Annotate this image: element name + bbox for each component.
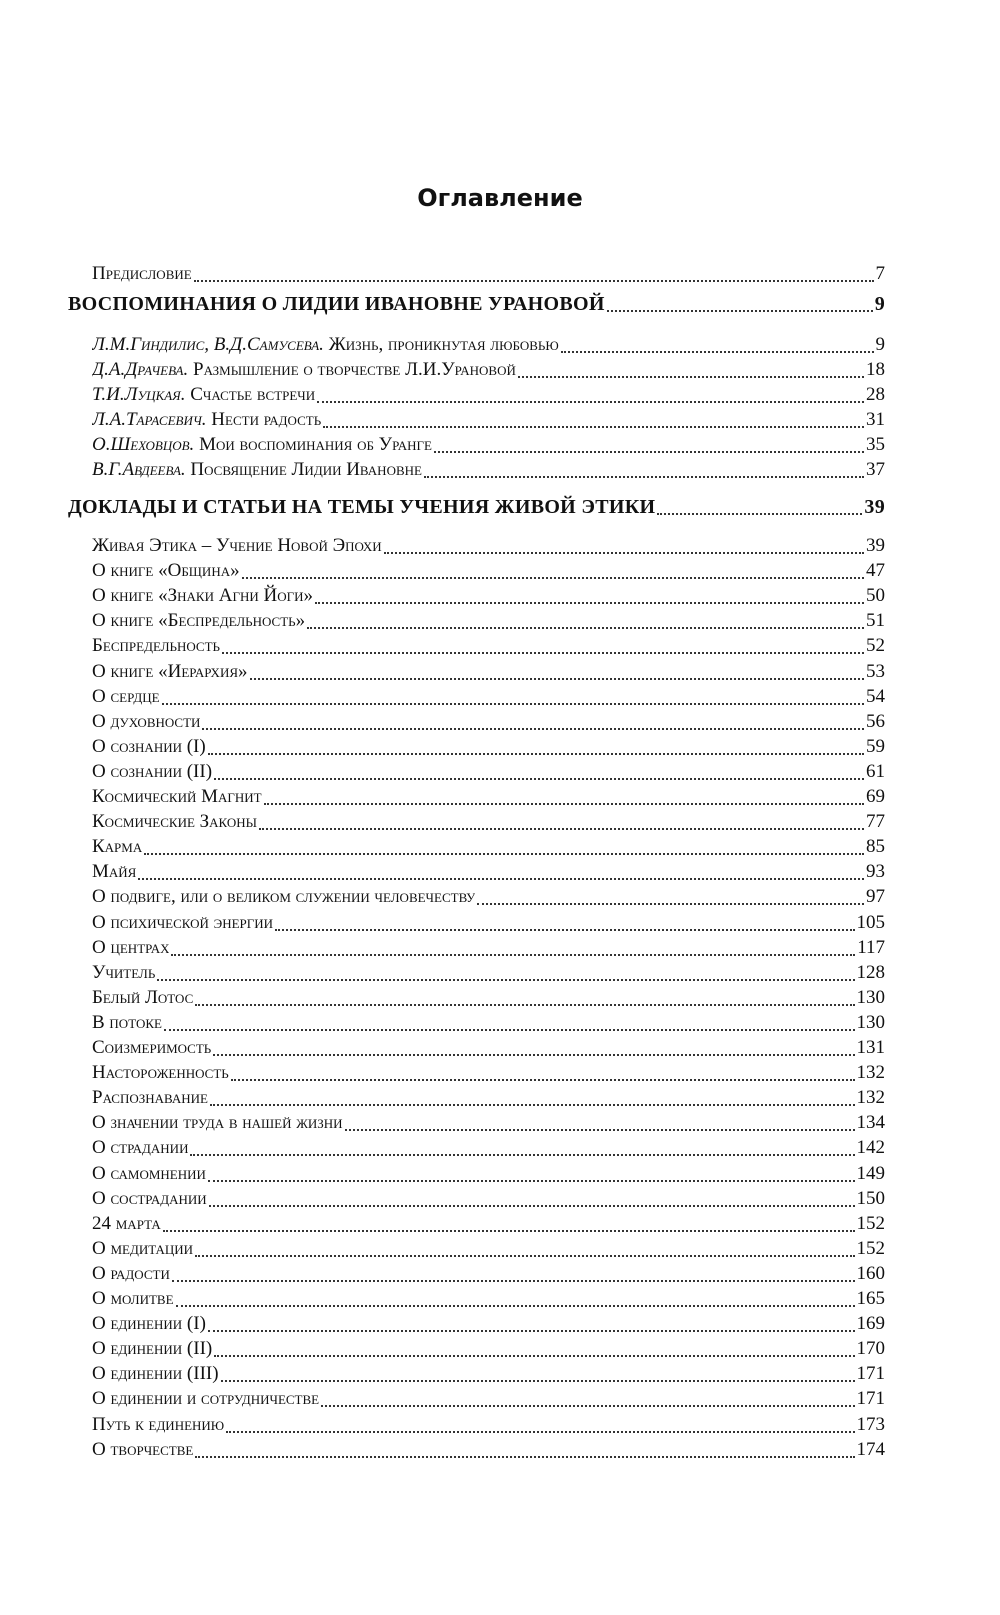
toc-entry-title: Мои воспоминания об Уранге: [194, 434, 432, 455]
toc-entry-page: 39: [866, 535, 885, 556]
dot-leader: [250, 662, 865, 680]
toc-entry-title: Карма: [92, 836, 143, 857]
dot-leader: [259, 812, 864, 830]
toc-entry-title: О творчестве: [92, 1439, 194, 1460]
toc-entry: [92, 1011, 885, 1035]
toc-entry-title: О значении труда в нашей жизни: [92, 1112, 343, 1133]
toc-entry-title: Размышление о творчестве Л.И.Урановой: [188, 359, 516, 380]
toc-entry-author: О.Шеховцов.: [92, 434, 195, 455]
dot-leader: [144, 837, 864, 855]
toc-entry: [92, 785, 885, 809]
section-page: 9: [874, 293, 885, 315]
toc-entry-title: Учитель: [92, 962, 156, 983]
dot-leader: [477, 887, 864, 905]
toc-entry-page: 130: [856, 987, 885, 1008]
toc-entry-title: О радости: [92, 1263, 170, 1284]
toc-entry-title: О духовности: [92, 711, 201, 732]
page-title: Оглавление: [417, 184, 583, 212]
toc-entry-page: 37: [866, 459, 885, 480]
dot-leader: [190, 1138, 854, 1156]
dot-leader: [222, 636, 864, 654]
toc-entry: [92, 1337, 885, 1361]
toc-entry-author: Т.И.Луцкая.: [92, 384, 186, 405]
toc-entry: [92, 1136, 885, 1160]
toc-entry-title: О книге «Община»: [92, 560, 240, 581]
toc-entry-page: 97: [866, 886, 885, 907]
dot-leader: [163, 1214, 855, 1232]
toc-entry-title: Беспредельность: [92, 635, 221, 656]
toc-entry: [92, 1362, 885, 1386]
toc-entry: [92, 1438, 885, 1462]
toc-entry-page: 117: [857, 937, 885, 958]
dot-leader: [210, 1088, 854, 1106]
toc-entry: [92, 584, 885, 608]
dot-leader: [518, 360, 864, 378]
toc-entry: [92, 1187, 885, 1211]
toc-entry-title: О центрах: [92, 937, 170, 958]
toc-entry-title: Жизнь, проникнутая любовью: [323, 334, 559, 355]
dot-leader: [162, 687, 864, 705]
toc-entry: [92, 1262, 885, 1286]
toc-entry-title: О сострадании: [92, 1188, 207, 1209]
toc-entry-title: О единении (II): [92, 1338, 213, 1359]
toc-entry-title: Соизмеримость: [92, 1037, 212, 1058]
dot-leader: [321, 1389, 854, 1407]
toc-entry: [92, 1061, 885, 1085]
toc-entry-title: О сознании (II): [92, 761, 213, 782]
toc-entry-text: [92, 333, 559, 357]
toc-entry-page: 170: [856, 1338, 885, 1359]
dot-leader: [195, 988, 854, 1006]
toc-entry-page: 171: [856, 1363, 885, 1384]
toc-entry-page: 28: [866, 384, 885, 405]
toc-entry: [92, 433, 885, 457]
dot-leader: [424, 460, 864, 478]
toc-section-memories: [68, 292, 885, 316]
toc-entry: [92, 835, 885, 859]
section-title: ДОКЛАДЫ И СТАТЬИ НА ТЕМЫ УЧЕНИЯ ЖИВОЙ ЭТИКИ: [68, 496, 656, 518]
dot-leader: [264, 787, 864, 805]
toc-entry-page: 59: [866, 736, 885, 757]
toc-entry-page: 169: [856, 1313, 885, 1334]
dot-leader: [607, 294, 873, 312]
toc-entry-text: [92, 358, 516, 382]
toc-entry-title: О книге «Иерархия»: [92, 661, 248, 682]
toc-entry-title: Счастье встречи: [185, 384, 316, 405]
toc-entry-page: 35: [866, 434, 885, 455]
dot-leader: [307, 611, 864, 629]
dot-leader: [194, 264, 874, 282]
toc-entry-page: 165: [856, 1288, 885, 1309]
toc-entry-page: 85: [866, 836, 885, 857]
toc-entry-page: 149: [856, 1163, 885, 1184]
toc-entry-author: Л.А.Тарасевич.: [92, 409, 207, 430]
toc-entry-title: О книге «Знаки Агни Йоги»: [92, 585, 314, 606]
toc-entry: [92, 609, 885, 633]
dot-leader: [317, 385, 864, 403]
toc-entry: [92, 685, 885, 709]
dot-leader: [202, 712, 864, 730]
toc-entry-page: 174: [856, 1439, 885, 1460]
toc-entry-title: Распознавание: [92, 1087, 209, 1108]
dot-leader: [208, 1164, 855, 1182]
toc-entry-title: О медитации: [92, 1238, 194, 1259]
toc-entry: [92, 961, 885, 985]
toc-entry: [92, 860, 885, 884]
toc-entry-page: 50: [866, 585, 885, 606]
toc-entry-title: Белый Лотос: [92, 987, 194, 1008]
toc-entry-page: 152: [856, 1213, 885, 1234]
toc-entry: [92, 760, 885, 784]
toc-entry-title: Космический Магнит: [92, 786, 262, 807]
toc-entry-title: В потоке: [92, 1012, 162, 1033]
toc-entry-title: Майя: [92, 861, 137, 882]
toc-entry: [92, 358, 885, 382]
dot-leader: [138, 862, 864, 880]
toc-entry-page: 128: [856, 962, 885, 983]
dot-leader: [561, 335, 874, 353]
toc-entry: [92, 1387, 885, 1411]
toc-entry-page: 52: [866, 635, 885, 656]
toc-entry: [92, 1212, 885, 1236]
toc-entry: [92, 810, 885, 834]
dot-leader: [176, 1289, 855, 1307]
toc-entry-title: Нести радость: [206, 409, 322, 430]
dot-leader: [434, 435, 864, 453]
dot-leader: [208, 1314, 855, 1332]
toc-entry: [92, 1312, 885, 1336]
toc-entry-page: 47: [866, 560, 885, 581]
toc-entry-page: 18: [866, 359, 885, 380]
dot-leader: [345, 1113, 855, 1131]
dot-leader: [172, 1264, 855, 1282]
toc-entry-page: 142: [856, 1137, 885, 1158]
dot-leader: [164, 1013, 855, 1031]
dot-leader: [315, 586, 864, 604]
section-title: ВОСПОМИНАНИЯ О ЛИДИИ ИВАНОВНЕ УРАНОВОЙ: [68, 293, 605, 315]
toc-entry-page: 132: [856, 1087, 885, 1108]
dot-leader: [231, 1063, 855, 1081]
dot-leader: [221, 1364, 855, 1382]
toc-entry-author: Д.А.Драчева.: [92, 359, 189, 380]
dot-leader: [214, 762, 864, 780]
toc-entry-author: В.Г.Авдеева.: [92, 459, 186, 480]
toc-entry-title: О единении и сотрудничестве: [92, 1388, 320, 1409]
toc-entry: [92, 408, 885, 432]
dot-leader: [209, 1189, 855, 1207]
section-page: 39: [864, 496, 885, 518]
dot-leader: [157, 963, 854, 981]
toc-entry-title: Настороженность: [92, 1062, 229, 1083]
toc-entry-title: О единении (III): [92, 1363, 219, 1384]
dot-leader: [384, 536, 864, 554]
toc-entry-page: 9: [875, 334, 885, 355]
toc-entry: [92, 1287, 885, 1311]
toc-entry: [92, 660, 885, 684]
toc-entry-title: 24 марта: [92, 1213, 161, 1234]
toc-entry-page: 130: [856, 1012, 885, 1033]
toc-entry-text: [92, 458, 422, 482]
toc-entry-text: [92, 433, 432, 457]
toc-entry: [92, 458, 885, 482]
toc-entry-page: 69: [866, 786, 885, 807]
toc-entry-page: 31: [866, 409, 885, 430]
toc-entry-page: 105: [856, 912, 885, 933]
dot-leader: [275, 913, 854, 931]
toc-entry-page: 134: [856, 1112, 885, 1133]
toc-entry: [92, 1111, 885, 1135]
toc-entry-page: 93: [866, 861, 885, 882]
dot-leader: [171, 938, 855, 956]
dot-leader: [208, 737, 864, 755]
toc-entry: [92, 885, 885, 909]
toc-entry-title: О самомнении: [92, 1163, 206, 1184]
toc-entry: [92, 534, 885, 558]
toc-entry-author: Л.М.Гиндилис, В.Д.Самусева.: [92, 334, 324, 355]
dot-leader: [195, 1239, 854, 1257]
toc-entry-page: 77: [866, 811, 885, 832]
toc-entry-title: О книге «Беспредельность»: [92, 610, 306, 631]
dot-leader: [213, 1038, 854, 1056]
toc-entry: [92, 383, 885, 407]
dot-leader: [657, 497, 862, 515]
toc-entry-preface: [92, 262, 885, 286]
toc-entry-title: О страдании: [92, 1137, 189, 1158]
toc-entry-text: [92, 408, 321, 432]
dot-leader: [242, 561, 864, 579]
toc-entry: [92, 986, 885, 1010]
toc-entry-page: 61: [866, 761, 885, 782]
toc-entry-title: О единении (I): [92, 1313, 206, 1334]
toc-entry-text: [92, 383, 315, 407]
toc-entry: [92, 710, 885, 734]
toc-entry-page: 152: [856, 1238, 885, 1259]
toc-entry-title: О подвиге, или о великом служении человечеству: [92, 886, 476, 907]
toc-entry: [92, 735, 885, 759]
dot-leader: [226, 1415, 854, 1433]
toc-entry-page: 7: [875, 263, 885, 284]
dot-leader: [195, 1440, 854, 1458]
toc-entry: [92, 634, 885, 658]
toc-entry-title: О сознании (I): [92, 736, 206, 757]
toc-section-reports: [68, 495, 885, 519]
toc-entry: [92, 333, 885, 357]
toc-entry-title: О психической энергии: [92, 912, 274, 933]
toc-entry-title: Путь к единению: [92, 1414, 225, 1435]
toc-entry-page: 53: [866, 661, 885, 682]
toc-entry: [92, 1162, 885, 1186]
dot-leader: [323, 410, 864, 428]
toc-entry: [92, 1413, 885, 1437]
toc-entry: [92, 936, 885, 960]
toc-entry-title: Космические Законы: [92, 811, 258, 832]
toc-entry: [92, 911, 885, 935]
toc-entry: [92, 1237, 885, 1261]
toc-entry-page: 51: [866, 610, 885, 631]
toc-entry-page: 132: [856, 1062, 885, 1083]
toc-entry-title: Живая Этика – Учение Новой Эпохи: [92, 535, 382, 556]
toc-entry: [92, 1086, 885, 1110]
toc-entry-title: Предисловие: [92, 263, 192, 284]
toc-entry-page: 160: [856, 1263, 885, 1284]
toc-entry-page: 173: [856, 1414, 885, 1435]
toc-entry-title: О молитве: [92, 1288, 174, 1309]
dot-leader: [214, 1339, 854, 1357]
toc-entry-title: О сердце: [92, 686, 160, 707]
toc-entry: [92, 1036, 885, 1060]
toc-entry-page: 56: [866, 711, 885, 732]
toc-entry-title: Посвящение Лидии Ивановне: [185, 459, 422, 480]
toc-entry: [92, 559, 885, 583]
toc-entry-page: 150: [856, 1188, 885, 1209]
toc-entry-page: 131: [856, 1037, 885, 1058]
toc-entry-page: 54: [866, 686, 885, 707]
toc-entry-page: 171: [856, 1388, 885, 1409]
